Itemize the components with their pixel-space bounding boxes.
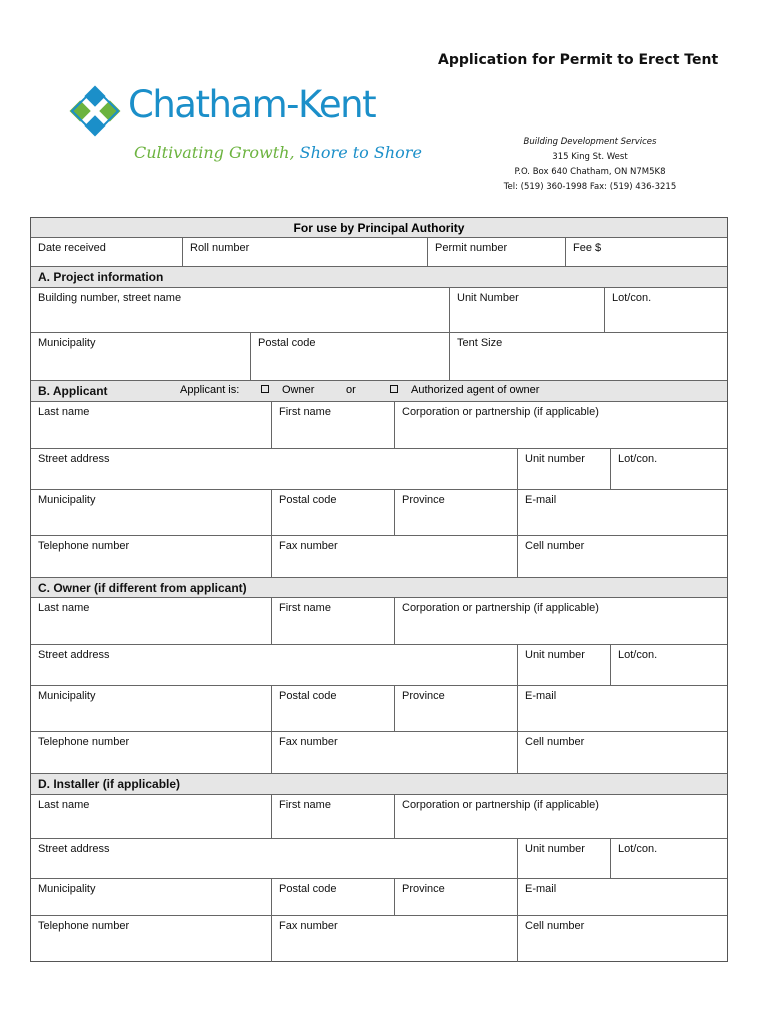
- applicant-telephone-field[interactable]: [31, 536, 271, 577]
- project-municipality-label: Municipality: [38, 337, 96, 349]
- applicant-street-address-field[interactable]: [31, 449, 517, 489]
- installer-heading: D. Installer (if applicable): [38, 777, 181, 791]
- applicant-municipality-field[interactable]: [31, 490, 271, 535]
- installer-row-4: [31, 916, 727, 962]
- applicant-cell-label: Cell number: [525, 540, 585, 552]
- owner-option-label: Owner: [282, 384, 315, 396]
- applicant-row-1: [31, 402, 727, 449]
- applicant-fax-field[interactable]: [271, 536, 517, 577]
- applicant-cell-field[interactable]: [517, 536, 727, 577]
- applicant-unit-number-label: Unit number: [525, 453, 585, 465]
- owner-municipality-label: Municipality: [38, 690, 96, 702]
- installer-last-name-field[interactable]: [31, 795, 271, 838]
- installer-corporation-label: Corporation or partnership (if applicable): [402, 799, 599, 811]
- owner-telephone-label: Telephone number: [38, 736, 130, 748]
- owner-row-2: [31, 645, 727, 686]
- owner-province-label: Province: [402, 690, 445, 702]
- owner-postal-code-label: Postal code: [279, 690, 337, 702]
- owner-lot-con-label: Lot/con.: [618, 649, 658, 661]
- project-row-2: [31, 333, 727, 381]
- installer-unit-number-label: Unit number: [525, 843, 585, 855]
- installer-lot-con-label: Lot/con.: [618, 843, 658, 855]
- installer-municipality-label: Municipality: [38, 883, 96, 895]
- applicant-postal-code-label: Postal code: [279, 494, 337, 506]
- owner-corporation-label: Corporation or partnership (if applicable): [402, 602, 599, 614]
- or-label: or: [346, 384, 356, 396]
- owner-street-address-field[interactable]: [31, 645, 517, 685]
- applicant-lot-con-label: Lot/con.: [618, 453, 658, 465]
- owner-last-name-field[interactable]: [31, 598, 271, 644]
- applicant-lot-con-field[interactable]: [610, 449, 727, 489]
- applicant-street-address-label: Street address: [38, 453, 110, 465]
- installer-cell-label: Cell number: [525, 920, 585, 932]
- tent-size-label: Tent Size: [457, 337, 503, 349]
- applicant-telephone-label: Telephone number: [38, 540, 130, 552]
- owner-email-label: E-mail: [525, 690, 557, 702]
- applicant-header: [31, 381, 727, 402]
- applicant-corporation-field[interactable]: [394, 402, 727, 448]
- installer-province-label: Province: [402, 883, 445, 895]
- tagline-part-1: Cultivating Growth,: [134, 143, 300, 162]
- applicant-email-label: E-mail: [525, 494, 557, 506]
- project-row-1: [31, 288, 727, 333]
- fee-field[interactable]: [565, 238, 727, 266]
- installer-last-name-label: Last name: [38, 799, 90, 811]
- applicant-last-name-field[interactable]: [31, 402, 271, 448]
- applicant-province-label: Province: [402, 494, 445, 506]
- po-box-line: P.O. Box 640 Chatham, ON N7M5K8: [514, 167, 666, 177]
- date-received-label: Date received: [38, 242, 106, 254]
- applicant-row-4: [31, 536, 727, 578]
- applicant-municipality-label: Municipality: [38, 494, 96, 506]
- owner-email-field[interactable]: [517, 686, 727, 731]
- applicant-heading: B. Applicant: [38, 384, 108, 398]
- applicant-last-name-label: Last name: [38, 406, 90, 418]
- owner-telephone-field[interactable]: [31, 732, 271, 773]
- installer-postal-code-field[interactable]: [271, 879, 394, 915]
- applicant-fax-label: Fax number: [279, 540, 338, 552]
- installer-first-name-field[interactable]: [271, 795, 394, 838]
- brand-tagline: [134, 143, 422, 162]
- installer-province-field[interactable]: [394, 879, 517, 915]
- owner-unit-number-field[interactable]: [517, 645, 610, 685]
- contact-line: Tel: (519) 360-1998 Fax: (519) 436-3215: [503, 182, 677, 192]
- agent-checkbox[interactable]: [390, 385, 398, 393]
- owner-row-3: [31, 686, 727, 732]
- owner-heading: C. Owner (if different from applicant): [38, 581, 247, 595]
- applicant-province-field[interactable]: [394, 490, 517, 535]
- installer-fax-field[interactable]: [271, 916, 517, 962]
- applicant-postal-code-field[interactable]: [271, 490, 394, 535]
- authority-row: [31, 238, 727, 267]
- applicant-email-field[interactable]: [517, 490, 727, 535]
- installer-unit-number-field[interactable]: [517, 839, 610, 878]
- owner-first-name-field[interactable]: [271, 598, 394, 644]
- brand-name: Chatham-Kent: [128, 83, 376, 126]
- installer-row-1: [31, 795, 727, 839]
- applicant-is-label: Applicant is:: [180, 384, 240, 396]
- roll-number-field[interactable]: [182, 238, 427, 266]
- installer-postal-code-label: Postal code: [279, 883, 337, 895]
- owner-fax-label: Fax number: [279, 736, 338, 748]
- project-municipality-field[interactable]: [31, 333, 250, 380]
- owner-cell-label: Cell number: [525, 736, 585, 748]
- owner-first-name-label: First name: [279, 602, 331, 614]
- owner-checkbox[interactable]: [261, 385, 269, 393]
- installer-email-field[interactable]: [517, 879, 727, 915]
- installer-email-label: E-mail: [525, 883, 557, 895]
- chatham-kent-logo-icon: [64, 80, 126, 142]
- permit-number-field[interactable]: [427, 238, 565, 266]
- installer-street-address-label: Street address: [38, 843, 110, 855]
- project-lot-con-field[interactable]: [604, 288, 727, 332]
- installer-cell-field[interactable]: [517, 916, 727, 962]
- fee-label: Fee $: [573, 242, 602, 254]
- installer-row-2: [31, 839, 727, 879]
- permit-number-label: Permit number: [435, 242, 508, 254]
- owner-corporation-field[interactable]: [394, 598, 727, 644]
- installer-header: [31, 774, 727, 795]
- applicant-first-name-label: First name: [279, 406, 331, 418]
- owner-municipality-field[interactable]: [31, 686, 271, 731]
- installer-lot-con-field[interactable]: [610, 839, 727, 878]
- installer-first-name-label: First name: [279, 799, 331, 811]
- applicant-row-3: [31, 490, 727, 536]
- applicant-unit-number-field[interactable]: [517, 449, 610, 489]
- building-number-field[interactable]: [31, 288, 449, 332]
- owner-row-4: [31, 732, 727, 774]
- installer-fax-label: Fax number: [279, 920, 338, 932]
- tagline-part-2: Shore to Shore: [299, 143, 422, 162]
- owner-cell-field[interactable]: [517, 732, 727, 773]
- authority-title: For use by Principal Authority: [293, 221, 465, 235]
- street-line: 315 King St. West: [552, 152, 628, 162]
- project-lot-con-label: Lot/con.: [612, 292, 652, 304]
- installer-telephone-field[interactable]: [31, 916, 271, 962]
- agent-option-label: Authorized agent of owner: [411, 384, 540, 396]
- owner-header: [31, 578, 727, 598]
- building-number-label: Building number, street name: [38, 292, 182, 304]
- owner-postal-code-field[interactable]: [271, 686, 394, 731]
- project-postal-code-field[interactable]: [250, 333, 449, 380]
- applicant-row-2: [31, 449, 727, 490]
- authority-header: [31, 218, 727, 238]
- project-heading: A. Project information: [38, 270, 164, 284]
- tent-size-field[interactable]: [449, 333, 727, 380]
- project-postal-code-label: Postal code: [258, 337, 316, 349]
- installer-municipality-field[interactable]: [31, 879, 271, 915]
- project-header: [31, 267, 727, 288]
- installer-telephone-label: Telephone number: [38, 920, 130, 932]
- applicant-first-name-field[interactable]: [271, 402, 394, 448]
- project-unit-number-field[interactable]: [449, 288, 604, 332]
- owner-province-field[interactable]: [394, 686, 517, 731]
- installer-corporation-field[interactable]: [394, 795, 727, 838]
- office-address: [490, 135, 690, 195]
- owner-fax-field[interactable]: [271, 732, 517, 773]
- permit-form: [30, 217, 728, 962]
- owner-lot-con-field[interactable]: [610, 645, 727, 685]
- owner-row-1: [31, 598, 727, 645]
- project-unit-number-label: Unit Number: [457, 292, 519, 304]
- owner-unit-number-label: Unit number: [525, 649, 585, 661]
- department-name: Building Development Services: [523, 137, 657, 147]
- date-received-field[interactable]: [31, 238, 182, 266]
- document-title: Application for Permit to Erect Tent: [438, 52, 719, 68]
- owner-last-name-label: Last name: [38, 602, 90, 614]
- roll-number-label: Roll number: [190, 242, 250, 254]
- installer-street-address-field[interactable]: [31, 839, 517, 878]
- owner-street-address-label: Street address: [38, 649, 110, 661]
- installer-row-3: [31, 879, 727, 916]
- applicant-corporation-label: Corporation or partnership (if applicable): [402, 406, 599, 418]
